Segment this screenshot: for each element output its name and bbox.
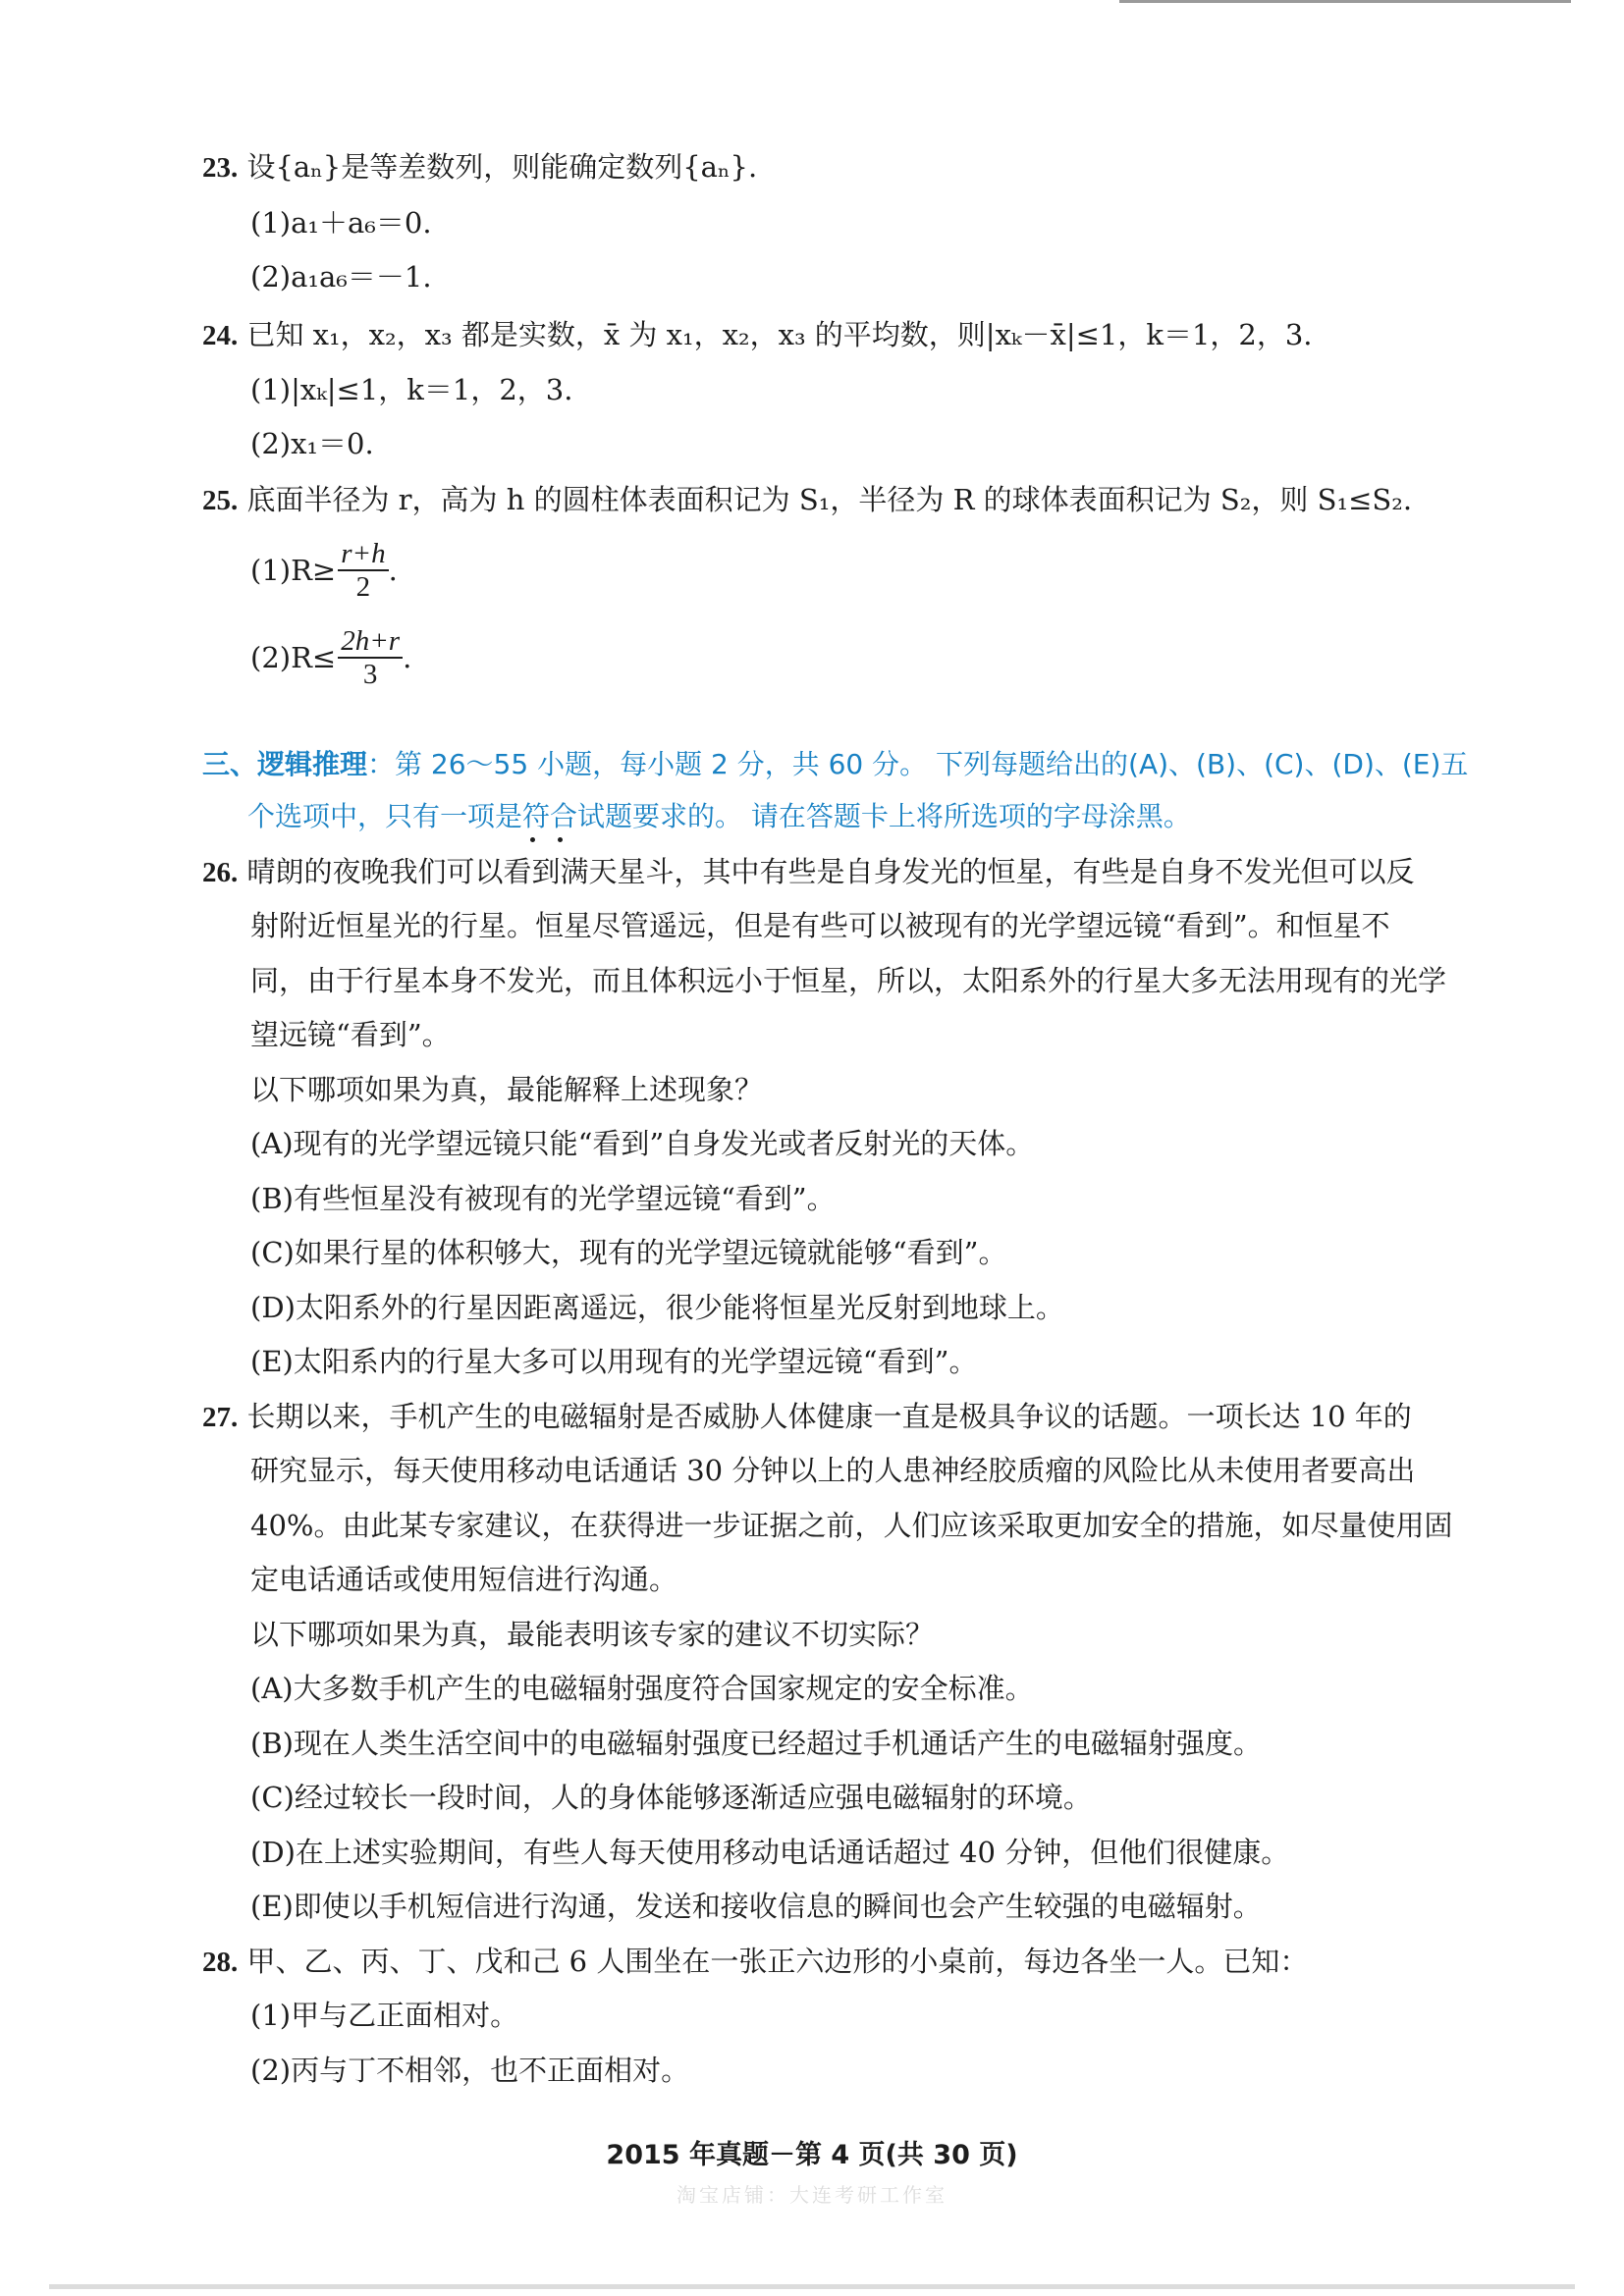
q26-stem-line-4: 望远镜“看到”。 xyxy=(250,1018,451,1051)
q28-condition-1: (1)甲与乙正面相对。 xyxy=(250,1999,519,2032)
q27-question: 以下哪项如果为真，最能表明该专家的建议不切实际？ xyxy=(250,1618,935,1651)
q25-stem: 25. 底面半径为 r，高为 h 的圆柱体表面积记为 S₁，半径为 R 的球体表面积记为 S₂，则 S₁≤S₂. xyxy=(202,483,1413,516)
q25-c1-prefix: (1)R≥ xyxy=(250,554,337,587)
q28-condition-2: (2)丙与丁不相邻，也不正面相对。 xyxy=(250,2054,690,2087)
q26-stem-line-3: 同，由于行星本身不发光，而且体积远小于恒星，所以，太阳系外的行星大多无法用现有的光学 xyxy=(250,964,1447,997)
q26-question: 以下哪项如果为真，最能解释上述现象？ xyxy=(250,1073,764,1106)
section-instructions-1: ：第 26～55 小题，每小题 2 分，共 60 分。 下列每题给出的(A)、(B)、(C)、(D)、(E)五 xyxy=(367,748,1469,780)
q25-c1-numerator: r+h xyxy=(338,538,388,571)
q24-stem: 24. 已知 x₁，x₂，x₃ 都是实数，x̄ 为 x₁，x₂，x₃ 的平均数，则|xₖ－x̄|≤1，k＝1，2，3. xyxy=(202,318,1313,351)
q27-option-b: (B)现在人类生活空间中的电磁辐射强度已经超过手机通话产生的电磁辐射强度。 xyxy=(250,1727,1262,1760)
q24-condition-2: (2)x₁＝0. xyxy=(250,427,374,460)
watermark: 淘宝店铺：大连考研工作室 xyxy=(677,2183,947,2207)
q28-stem: 28. 甲、乙、丙、丁、戊和己 6 人围坐在一张正六边形的小桌前，每边各坐一人。已知： xyxy=(202,1945,1309,1978)
section-instructions-2a: 个选项中，只有一项是 xyxy=(247,800,523,832)
q27-option-a: (A)大多数手机产生的电磁辐射强度符合国家规定的安全标准。 xyxy=(250,1672,1034,1705)
question-number: 25. xyxy=(202,485,239,516)
q26-option-c: (C)如果行星的体积够大，现有的光学望远镜就能够“看到”。 xyxy=(250,1236,1007,1269)
section-heading-line-2 xyxy=(247,800,1191,833)
q25-c2-fraction xyxy=(338,625,403,690)
q26-option-e: (E)太阳系内的行星大多可以用现有的光学望远镜“看到”。 xyxy=(250,1345,978,1378)
q27-stem-line-3: 40%。由此某专家建议，在获得进一步证据之前，人们应该采取更加安全的措施，如尽量使用固 xyxy=(250,1509,1453,1542)
q27-option-c: (C)经过较长一段时间，人的身体能够逐渐适应强电磁辐射的环境。 xyxy=(250,1781,1092,1814)
q25-condition-2: (2)R≤ $\frac{2h+r}{3}$ . xyxy=(250,625,412,690)
q26-stem-line-2: 射附近恒星光的行星。恒星尽管遥远，但是有些可以被现有的光学望远镜“看到”。和恒星不 xyxy=(250,909,1390,942)
q23-stem: 23. 设{aₙ}是等差数列，则能确定数列{aₙ}. xyxy=(202,150,758,184)
page-footer: 2015 年真题－第 4 页(共 30 页) xyxy=(606,2140,1018,2170)
q24-condition-1: (1)|xₖ|≤1，k＝1，2，3. xyxy=(250,373,573,406)
question-number: 27. xyxy=(202,1402,239,1433)
bottom-rule xyxy=(49,2284,1575,2289)
q25-c2-prefix: (2)R≤ xyxy=(250,641,337,674)
q27-option-e: (E)即使以手机短信进行沟通，发送和接收信息的瞬间也会产生较强的电磁辐射。 xyxy=(250,1890,1262,1923)
q23-condition-1: (1)a₁＋a₆＝0. xyxy=(250,206,432,240)
q27-option-d: (D)在上述实验期间，有些人每天使用移动电话通话超过 40 分钟，但他们很健康。 xyxy=(250,1836,1290,1869)
q26-option-d: (D)太阳系外的行星因距离遥远，很少能将恒星光反射到地球上。 xyxy=(250,1291,1064,1324)
question-number: 24. xyxy=(202,320,239,351)
q26-option-b: (B)有些恒星没有被现有的光学望远镜“看到”。 xyxy=(250,1182,836,1215)
question-number: 26. xyxy=(202,857,239,888)
q27-stem-line-1: 27. 长期以来，手机产生的电磁辐射是否威胁人体健康一直是极具争议的话题。一项长达 10 年的 xyxy=(202,1400,1412,1433)
q25-c2-denominator: 3 xyxy=(362,659,378,690)
question-number: 23. xyxy=(202,152,239,184)
q23-condition-2: (2)a₁a₆＝－1. xyxy=(250,260,432,294)
emphasis-word: 符合 xyxy=(522,800,578,832)
q25-c1-fraction xyxy=(338,538,388,603)
section-instructions-2b: 试题要求的。 请在答题卡上将所选项的字母涂黑。 xyxy=(577,800,1191,832)
q26-stem-line-1: 26. 晴朗的夜晚我们可以看到满天星斗，其中有些是自身发光的恒星，有些是自身不发光但可以反 xyxy=(202,855,1415,888)
section-title: 三、逻辑推理 xyxy=(202,748,368,780)
q26-option-a: (A)现有的光学望远镜只能“看到”自身发光或者反射光的天体。 xyxy=(250,1127,1035,1160)
question-number: 28. xyxy=(202,1947,239,1978)
emphasis-dotted-text xyxy=(522,800,577,832)
section-heading-line-1 xyxy=(202,748,1468,781)
q25-c1-denominator: 2 xyxy=(355,571,371,603)
q25-condition-1: (1)R≥ $\frac{r+h}{2}$ . xyxy=(250,538,398,603)
q27-stem-line-4: 定电话通话或使用短信进行沟通。 xyxy=(250,1563,678,1596)
q27-stem-line-2: 研究显示，每天使用移动电话通话 30 分钟以上的人患神经胶质瘤的风险比从未使用者要高出 xyxy=(250,1454,1416,1487)
q25-c2-numerator: 2h+r xyxy=(338,625,403,659)
